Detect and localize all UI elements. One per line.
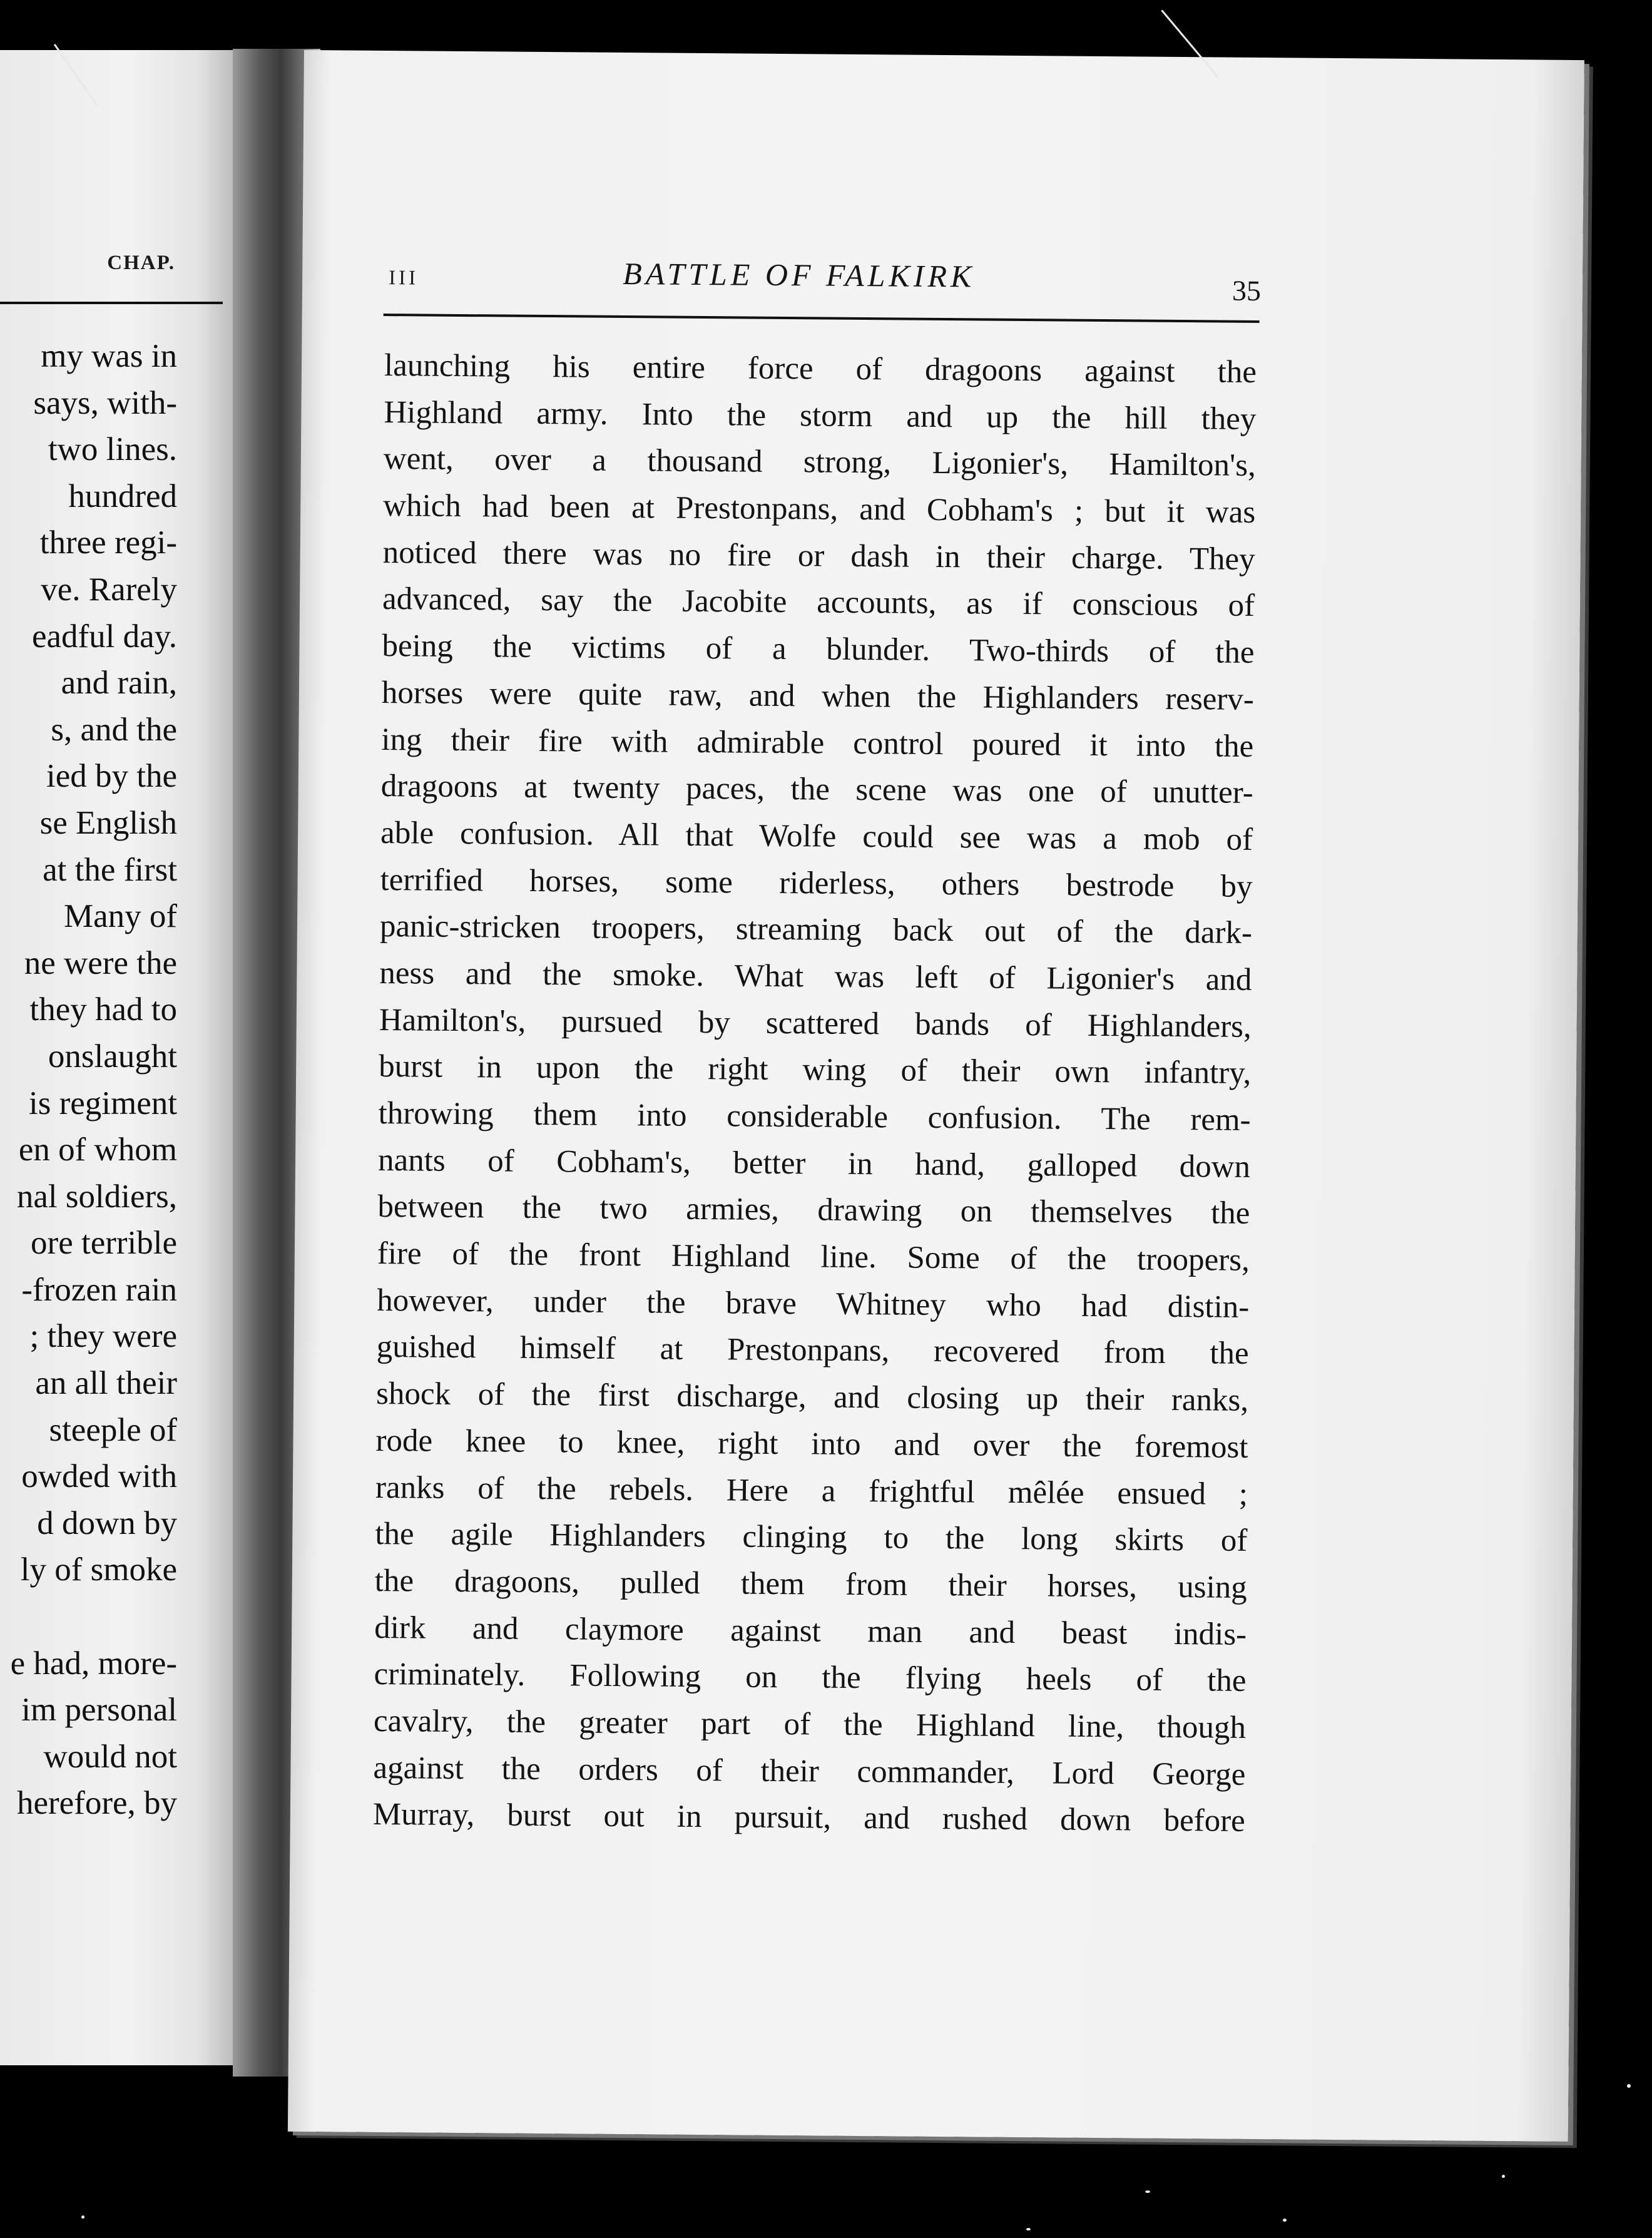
text-line: fire of the front Highland line. Some of the troopers, bbox=[377, 1236, 1250, 1278]
left-text-line: ; they were bbox=[29, 1318, 177, 1355]
text-line: advanced, say the Jacobite accounts, as if conscious of bbox=[382, 581, 1255, 624]
left-page bbox=[0, 50, 233, 2065]
left-text-line: and rain, bbox=[61, 665, 177, 702]
left-text-line: an all their bbox=[35, 1365, 177, 1402]
text-line: criminately. Following on the flying heels of the bbox=[374, 1657, 1247, 1699]
left-text-line: is regiment bbox=[29, 1085, 177, 1122]
text-line: being the victims of a blunder. Two-thirds of the bbox=[382, 628, 1255, 671]
left-text-line: says, with- bbox=[33, 384, 177, 421]
left-text-line: onslaught bbox=[48, 1038, 177, 1075]
left-text-line bbox=[0, 1593, 177, 1640]
left-text-line: they had to bbox=[29, 991, 177, 1028]
left-text-line: se English bbox=[39, 804, 177, 841]
running-head-title: BATTLE OF FALKIRK bbox=[622, 256, 976, 294]
text-line: dirk and claymore against man and beast indis- bbox=[374, 1610, 1247, 1652]
scan-speck bbox=[1283, 2219, 1287, 2222]
text-line: panic-stricken troopers, streaming back out of the dark- bbox=[379, 909, 1253, 951]
scan-speck bbox=[1026, 2228, 1031, 2230]
body-text bbox=[373, 342, 1257, 1845]
left-text-line: eadful day. bbox=[31, 618, 177, 655]
text-line: between the two armies, drawing on themselves the bbox=[377, 1189, 1250, 1232]
right-page bbox=[288, 50, 1584, 2142]
left-text-line: -frozen rain bbox=[21, 1271, 177, 1308]
text-line: against the orders of their commander, Lord George bbox=[373, 1750, 1246, 1792]
text-line: ranks of the rebels. Here a frightful mêlée ensued ; bbox=[375, 1469, 1248, 1512]
left-text-line: ly of smoke bbox=[20, 1551, 177, 1588]
left-text-line: three regi- bbox=[39, 524, 177, 561]
left-text-line: d down by bbox=[37, 1505, 177, 1541]
left-text-line: Many of bbox=[63, 898, 177, 935]
left-text-line: e had, more- bbox=[10, 1645, 177, 1682]
left-text-line: hundred bbox=[68, 478, 177, 514]
left-page-text bbox=[0, 333, 177, 1827]
header-rule bbox=[384, 314, 1260, 323]
text-line: noticed there was no fire or dash in their charge. They bbox=[382, 534, 1255, 577]
text-line: Hamilton's, pursued by scattered bands of Highlanders, bbox=[379, 1002, 1252, 1045]
text-line: terrified horses, some riderless, others bestrode by bbox=[380, 862, 1253, 904]
scan-speck bbox=[1627, 2084, 1631, 2088]
text-line: however, under the brave Whitney who had distin- bbox=[377, 1282, 1250, 1325]
text-line: shock of the first discharge, and closing up their ranks, bbox=[375, 1376, 1249, 1419]
text-line: cavalry, the greater part of the Highland line, though bbox=[373, 1703, 1247, 1745]
left-text-line: ve. Rarely bbox=[41, 571, 177, 608]
text-line: burst in upon the right wing of their own infantry, bbox=[379, 1049, 1252, 1091]
text-line: launching his entire force of dragoons against the bbox=[384, 348, 1257, 390]
scan-speck bbox=[1502, 2175, 1505, 2178]
text-line: guished himself at Prestonpans, recovered from the bbox=[376, 1329, 1249, 1372]
text-line: able confusion. All that Wolfe could see was a mob of bbox=[380, 815, 1253, 857]
text-line: nants of Cobham's, better in hand, galloped down bbox=[377, 1142, 1251, 1185]
text-line: the dragoons, pulled them from their horses, using bbox=[374, 1563, 1247, 1605]
left-text-line: would not bbox=[43, 1738, 177, 1775]
left-text-line: im personal bbox=[21, 1692, 177, 1729]
left-text-line: nal soldiers, bbox=[16, 1178, 177, 1215]
text-line: which had been at Prestonpans, and Cobham's ; but it was bbox=[383, 488, 1256, 531]
text-line: throwing them into considerable confusion. The rem- bbox=[378, 1095, 1251, 1138]
left-running-head-chapter: CHAP. bbox=[107, 252, 175, 274]
text-line: Highland army. Into the storm and up the hill they bbox=[384, 394, 1257, 437]
left-text-line: s, and the bbox=[51, 711, 177, 748]
running-head bbox=[304, 50, 1584, 307]
left-text-line: two lines. bbox=[48, 431, 177, 468]
text-line: Murray, burst out in pursuit, and rushed down before bbox=[372, 1797, 1246, 1839]
left-text-line: ied by the bbox=[46, 758, 177, 795]
text-line: dragoons at twenty paces, the scene was one of unutter- bbox=[380, 769, 1253, 811]
text-line: horses were quite raw, and when the Highlanders reserv- bbox=[381, 675, 1255, 717]
left-text-line: steeple of bbox=[49, 1411, 177, 1448]
text-line: ness and the smoke. What was left of Ligonier's and bbox=[379, 955, 1252, 998]
left-text-line: herefore, by bbox=[16, 1785, 177, 1822]
left-text-line: at the first bbox=[43, 851, 177, 888]
text-line: went, over a thousand strong, Ligonier's, Hamilton's, bbox=[383, 441, 1257, 484]
scan-speck bbox=[81, 2215, 84, 2219]
running-head-chapter: III bbox=[389, 267, 419, 290]
left-text-line: owded with bbox=[21, 1458, 177, 1495]
text-line: ing their fire with admirable control poured it into the bbox=[381, 722, 1254, 764]
text-line: rode knee to knee, right into and over the foremost bbox=[375, 1423, 1248, 1465]
text-line: the agile Highlanders clinging to the long skirts of bbox=[375, 1516, 1248, 1559]
page-number: 35 bbox=[1231, 274, 1262, 307]
left-text-line: ore terrible bbox=[31, 1225, 177, 1262]
left-text-line: en of whom bbox=[18, 1132, 177, 1168]
left-header-rule bbox=[0, 302, 223, 304]
left-text-line: my was in bbox=[41, 338, 177, 374]
scan-speck bbox=[1145, 2190, 1150, 2193]
left-text-line: ne were the bbox=[24, 944, 177, 981]
